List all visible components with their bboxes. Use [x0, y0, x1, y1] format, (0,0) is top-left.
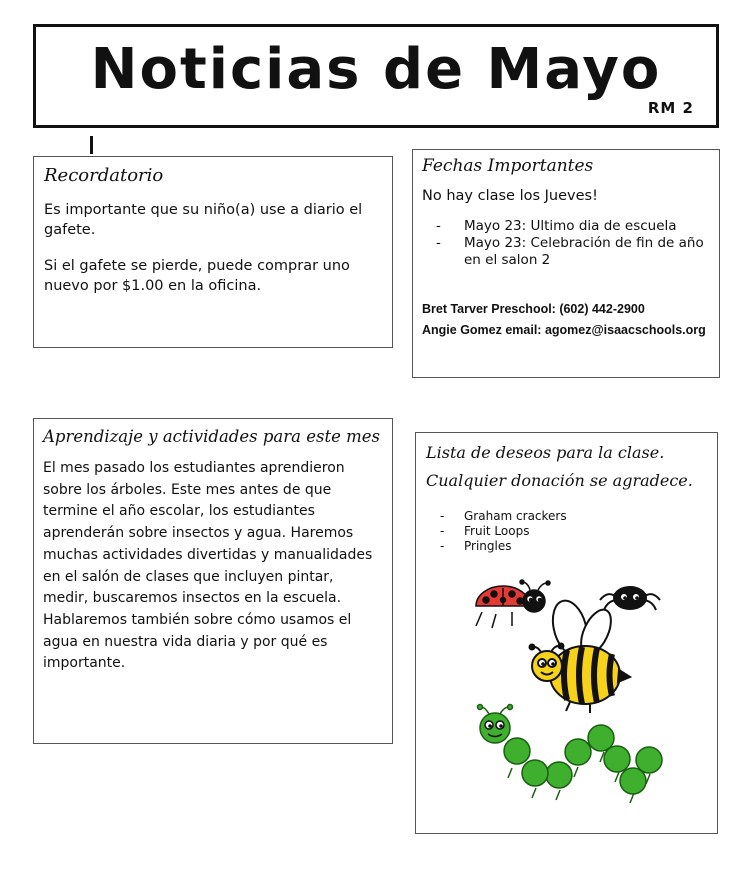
list-item: - Graham crackers — [440, 509, 707, 524]
learning-body: El mes pasado los estudiantes aprendieron sobre los árboles. Este mes antes de que termine el año escolar, los estudiantes aprenderán sobre insectos y agua. Haremos muchas actividades divertidas y manualidades en el salón de clases que incluyen pintar, medir, buscaremos insectos en la escuela. Hablaremos también sobre cómo usamos el agua en nuestra vida diaria y por qué es importante. — [43, 460, 373, 672]
reminder-paragraph: Si el gafete se pierde, puede comprar uno nuevo por $1.00 en la oficina. — [44, 258, 350, 294]
no-class-notice: No hay clase los Jueves! — [422, 188, 598, 204]
ladybug-icon — [476, 580, 550, 628]
reminder-heading: Recordatorio — [44, 165, 164, 186]
list-item: - Pringles — [440, 539, 707, 554]
page-title: Noticias de Mayo — [90, 37, 662, 102]
wishlist-heading: Lista de deseos para la clase. Cualquier donación se agradece. — [426, 443, 693, 490]
caterpillar-icon — [478, 705, 663, 804]
room-label: RM 2 — [647, 99, 694, 117]
learning-heading: Aprendizaje y actividades para este mes — [43, 427, 380, 446]
teacher-email: Angie Gomez email: agomez@isaacschools.org — [422, 323, 706, 337]
dates-heading: Fechas Importantes — [422, 156, 594, 176]
bee-icon — [530, 597, 631, 713]
list-item: - Fruit Loops — [440, 524, 707, 539]
list-item: - Mayo 23: Ultimo dia de escuela — [436, 218, 710, 235]
spider-icon — [600, 587, 660, 610]
school-phone: Bret Tarver Preschool: (602) 442-2900 — [422, 302, 645, 316]
list-item: - Mayo 23: Celebración de fin de año en el salon 2 — [436, 235, 710, 269]
reminder-paragraph: Es importante que su niño(a) use a diario el gafete. — [44, 202, 363, 238]
